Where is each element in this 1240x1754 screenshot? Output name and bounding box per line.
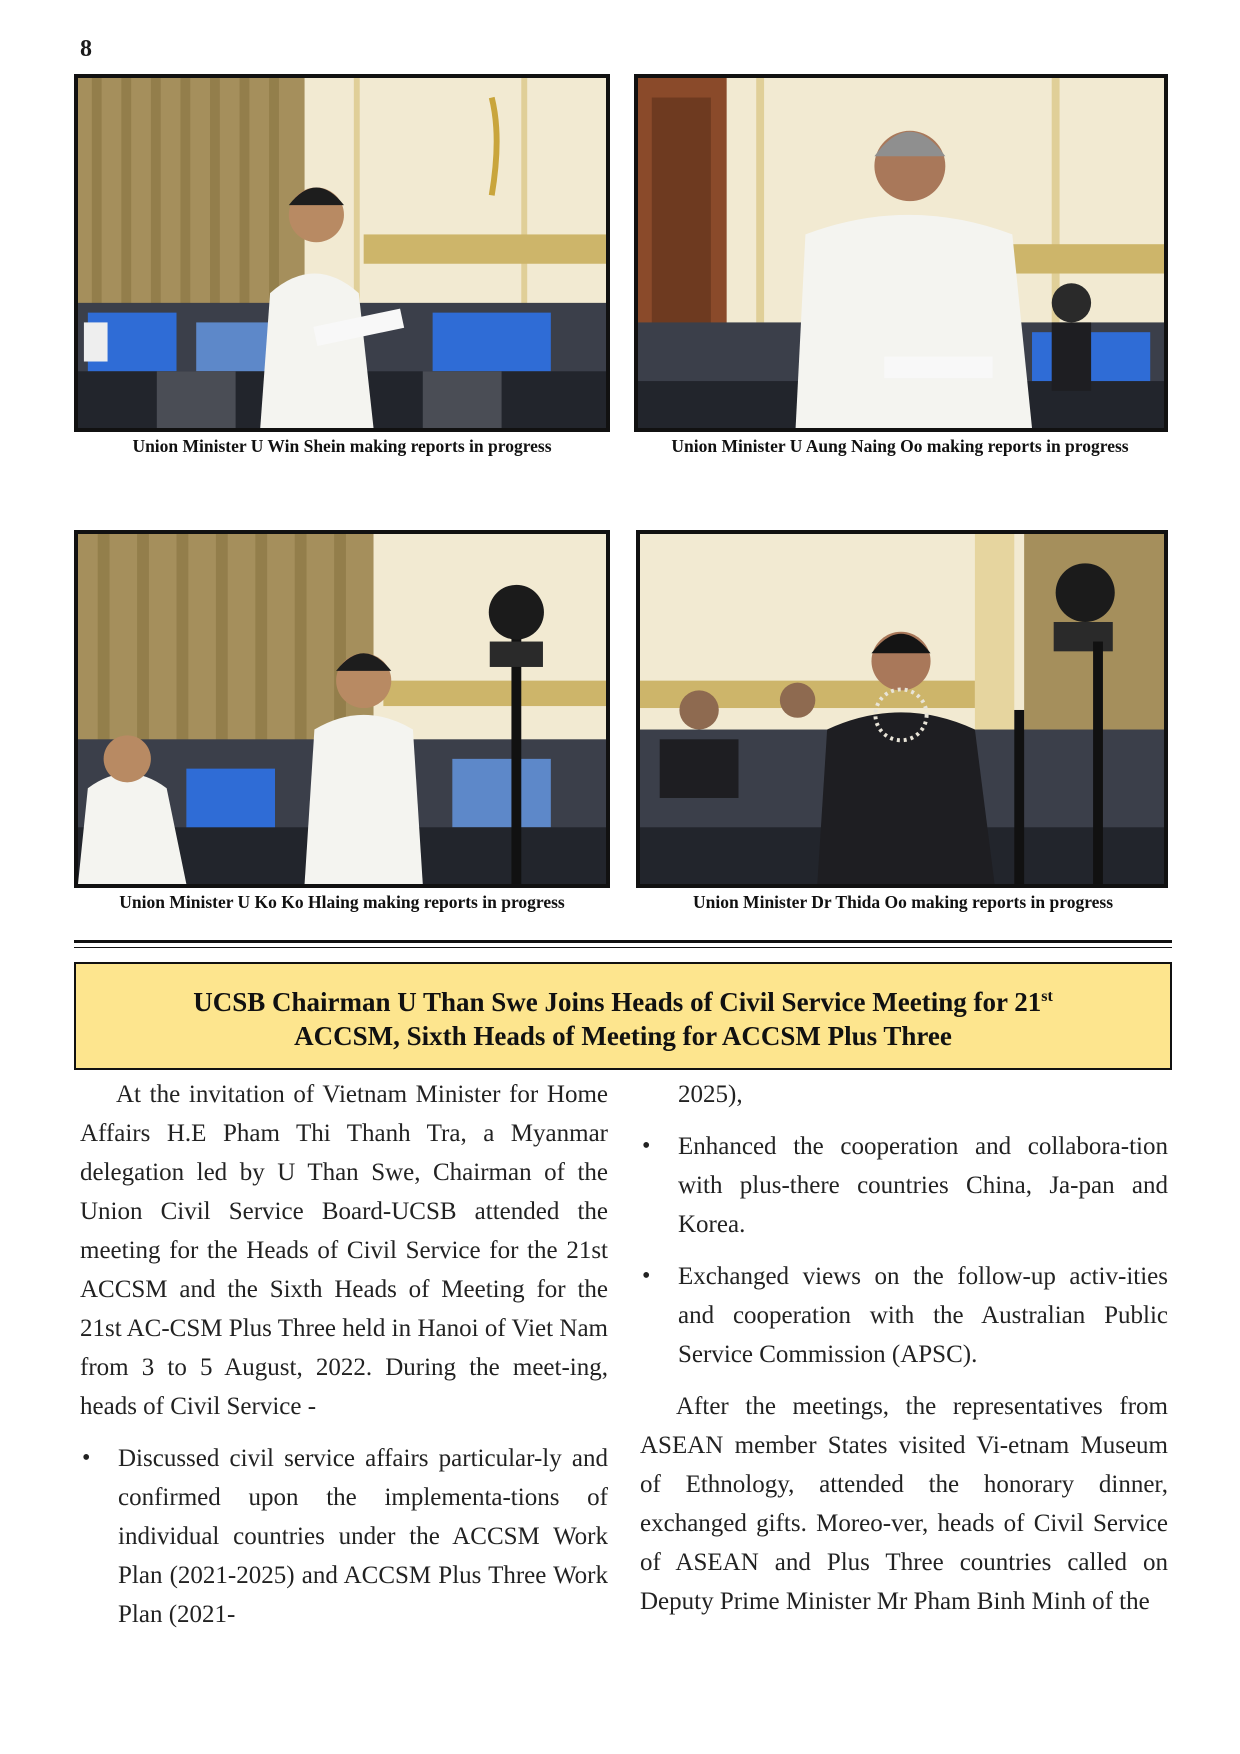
- intro-paragraph: At the invitation of Vietnam Minister for Home Affairs H.E Pham Thi Thanh Tra, a Myanmar delegation led by U Than Swe, Chairman of the Union Civil Service Board-UCSB attended the meeting for the Heads of Civil Service for the 21st ACCSM and the Sixth Heads of Meeting for the 21st AC-CSM Plus Three held in Hanoi of Viet Nam from 3 to 5 August, 2022. During the meet-ing, heads of Civil Service -: [80, 1081, 608, 1420]
- photo-aung-naing-oo: [634, 74, 1168, 432]
- closing-paragraph: After the meetings, the representatives from ASEAN member States visited Vi-etnam Museum of Ethnology, attended the honorary dinner, exchanged gifts. Moreo-ver, heads of Civil Service of ASEAN and Plus Three countries called on Deputy Prime Minister Mr Pham Binh Minh of the: [640, 1393, 1168, 1615]
- photo-caption-aung-naing-oo: Union Minister U Aung Naing Oo making reports in progress: [671, 436, 1129, 456]
- photo-scene: [638, 78, 1164, 428]
- photo-scene: [78, 534, 606, 884]
- headline-box: [74, 962, 1172, 1070]
- bullet-item-2: • Enhanced the cooperation and collabora-tion with plus-there countries China, Ja-pan and Korea.: [640, 1127, 1168, 1244]
- photo-caption-thida-oo: Union Minister Dr Thida Oo making reports in progress: [692, 892, 1114, 912]
- photo-caption-win-shein: Union Minister U Win Shein making reports in progress: [132, 436, 552, 456]
- photo-win-shein: [74, 74, 610, 432]
- right-column: [640, 1075, 1168, 1634]
- article-headline: [193, 980, 1053, 1053]
- headline-superscript: st: [1041, 987, 1053, 1005]
- photo-scene: [78, 78, 606, 428]
- page-number: 8: [80, 36, 92, 62]
- section-divider-thick: [74, 940, 1172, 943]
- photo-scene: [640, 534, 1164, 884]
- bullet-item-1-continued: 2025),: [678, 1081, 743, 1108]
- left-column: [80, 1075, 608, 1647]
- headline-rest: ACCSM, Sixth Heads of Meeting for ACCSM Plus Three: [294, 1020, 952, 1051]
- photo-ko-ko-hlaing: [74, 530, 610, 888]
- bullet-item-3: • Exchanged views on the follow-up activ-ities and cooperation with the Australian Public Service Commission (APSC).: [640, 1257, 1168, 1374]
- photo-caption-ko-ko-hlaing: Union Minister U Ko Ko Hlaing making reports in progress: [119, 892, 565, 912]
- bullet-item-1: • Discussed civil service affairs particular-ly and confirmed upon the implementa-tions of individual countries under the ACCSM Work Plan (2021-2025) and ACCSM Plus Three Work Plan (2021-: [80, 1439, 608, 1634]
- headline-main: UCSB Chairman U Than Swe Joins Heads of Civil Service Meeting for 21: [193, 986, 1042, 1017]
- section-divider-thin: [74, 947, 1172, 948]
- photo-thida-oo: [636, 530, 1168, 888]
